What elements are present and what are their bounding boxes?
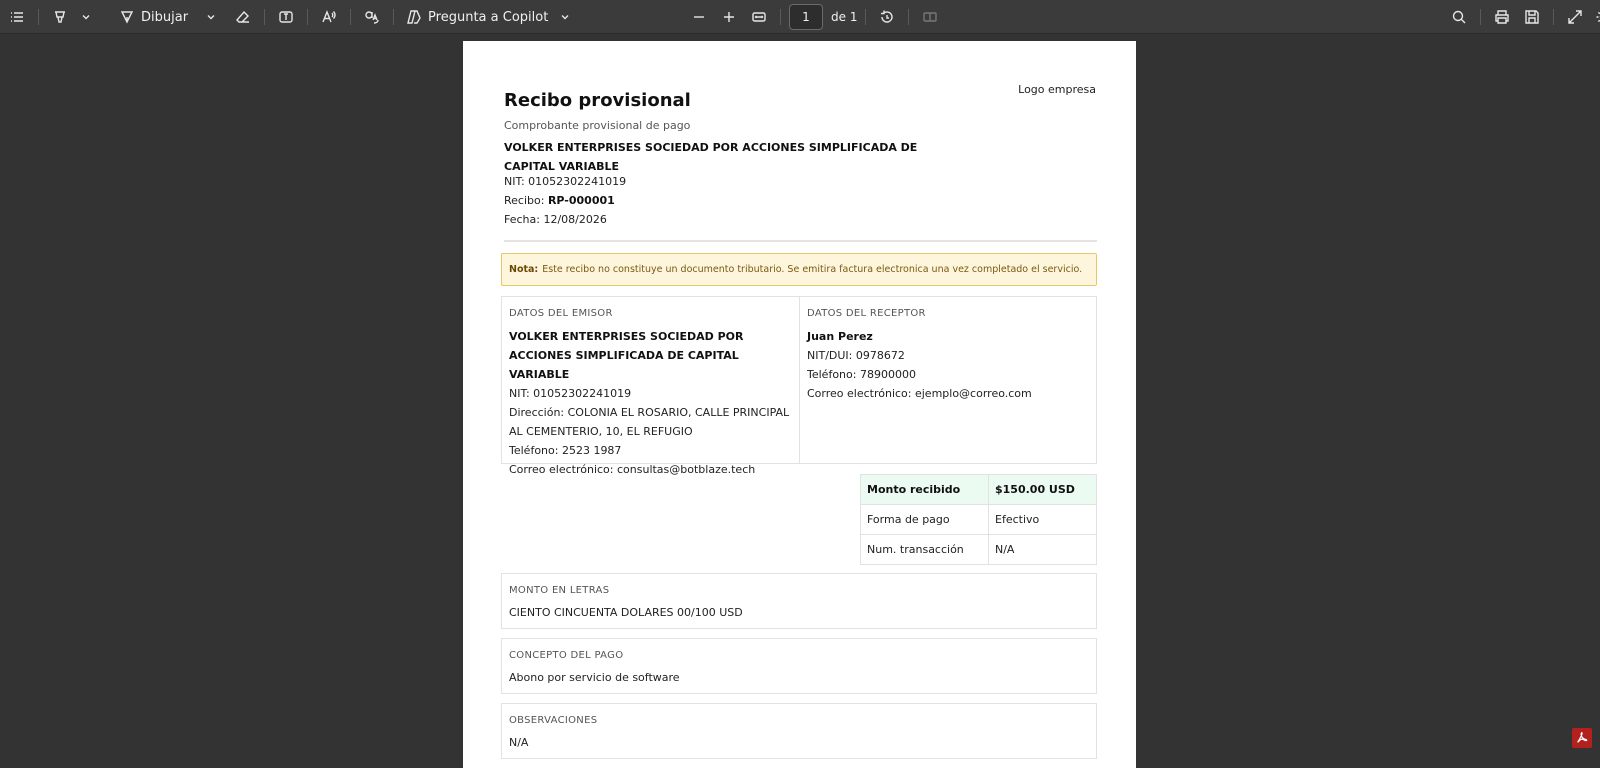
observations-box [501, 703, 1097, 759]
amount-words-box [501, 573, 1097, 629]
chevron-down-icon[interactable] [73, 4, 99, 30]
text-box-icon[interactable] [273, 4, 299, 30]
issuer-heading: DATOS DEL EMISOR [509, 308, 613, 319]
toolbar-right-group [1446, 0, 1600, 34]
copilot-button[interactable] [402, 4, 552, 30]
receiver-name: Juan Perez [807, 330, 873, 343]
parties-section [501, 296, 1097, 476]
toolbar-separator [38, 9, 39, 25]
toolbar-separator [307, 9, 308, 25]
issuer-address: Dirección: COLONIA EL ROSARIO, CALLE PRINCIPAL AL CEMENTERIO, 10, EL REFUGIO [509, 406, 790, 438]
document-subtitle: Comprobante provisional de pago [504, 119, 691, 132]
chevron-down-icon[interactable] [198, 4, 224, 30]
receiver-details [799, 297, 1096, 463]
amount-words-heading: MONTO EN LETRAS [509, 585, 610, 596]
list-icon[interactable] [4, 4, 30, 30]
document-title: Recibo provisional [504, 90, 691, 111]
observations-heading: OBSERVACIONES [509, 715, 598, 726]
toolbar-center-group [686, 0, 943, 34]
receipt-date: Fecha: 12/08/2026 [504, 213, 607, 226]
table-row [861, 505, 1097, 535]
receiver-email: Correo electrónico: ejemplo@correo.com [807, 387, 1032, 400]
page-view-icon[interactable] [917, 4, 943, 30]
receiver-heading: DATOS DEL RECEPTOR [807, 308, 926, 319]
chevron-down-icon[interactable] [552, 4, 578, 30]
pen-icon [119, 9, 135, 25]
toolbar-separator [1480, 9, 1481, 25]
issuer-phone: Teléfono: 2523 1987 [509, 444, 622, 457]
eraser-icon[interactable] [230, 4, 256, 30]
toolbar-separator [780, 9, 781, 25]
issuer-email: Correo electrónico: consultas@botblaze.tech [509, 463, 756, 476]
note-label: Nota: [509, 264, 539, 275]
search-icon[interactable] [1446, 4, 1472, 30]
company-nit: NIT: 01052302241019 [504, 175, 627, 188]
document-page [463, 41, 1136, 768]
acrobat-icon[interactable] [1572, 728, 1592, 748]
plus-icon[interactable] [716, 4, 742, 30]
amount-words-value: CIENTO CINCUENTA DOLARES 00/100 USD [509, 606, 743, 619]
save-icon[interactable] [1519, 4, 1545, 30]
copilot-label: Pregunta a Copilot [428, 9, 549, 25]
concept-heading: CONCEPTO DEL PAGO [509, 650, 624, 661]
fit-width-icon[interactable] [746, 4, 772, 30]
page-number-input[interactable] [789, 4, 823, 30]
issuer-name: VOLKER ENTERPRISES SOCIEDAD POR ACCIONES SIMPLIFICADA DE CAPITAL VARIABLE [509, 330, 744, 381]
note-banner [501, 253, 1097, 286]
toolbar-separator [350, 9, 351, 25]
toolbar-separator [1553, 9, 1554, 25]
draw-button[interactable] [115, 4, 192, 30]
concept-box [501, 638, 1097, 694]
amount-value: $150.00 USD [989, 475, 1097, 505]
company-logo-placeholder: Logo empresa [1018, 83, 1096, 96]
translate-icon[interactable] [359, 4, 385, 30]
amount-label: Monto recibido [861, 475, 989, 505]
toolbar-left-group [4, 0, 578, 34]
highlighter-icon[interactable] [47, 4, 73, 30]
rotate-icon[interactable] [874, 4, 900, 30]
page-count: de 1 [831, 10, 858, 24]
transaction-value: N/A [989, 535, 1097, 565]
issuer-nit: NIT: 01052302241019 [509, 387, 632, 400]
toolbar-separator [865, 9, 866, 25]
transaction-label: Num. transacción [861, 535, 989, 565]
note-text: Este recibo no constituye un documento tributario. Se emitira factura electronica una vez completado el servicio. [542, 264, 1083, 275]
payment-summary-table [860, 474, 1097, 565]
toolbar-separator [264, 9, 265, 25]
payment-method-label: Forma de pago [861, 505, 989, 535]
receiver-phone: Teléfono: 78900000 [807, 368, 916, 381]
gear-icon[interactable] [1590, 4, 1600, 30]
receipt-number: RP-000001 [547, 194, 615, 207]
observations-value: N/A [509, 736, 529, 749]
read-aloud-icon[interactable] [316, 4, 342, 30]
receipt-label: Recibo: [504, 194, 545, 207]
pdf-toolbar [0, 0, 1600, 34]
company-name: VOLKER ENTERPRISES SOCIEDAD POR ACCIONES SIMPLIFICADA DE CAPITAL VARIABLE [504, 141, 918, 173]
copilot-icon [406, 9, 422, 25]
issuer-details [502, 297, 799, 476]
print-icon[interactable] [1489, 4, 1515, 30]
table-row [861, 475, 1097, 505]
toolbar-separator [393, 9, 394, 25]
concept-value: Abono por servicio de software [509, 671, 680, 684]
expand-icon[interactable] [1562, 4, 1588, 30]
header-divider [504, 240, 1097, 242]
receiver-nit: NIT/DUI: 0978672 [807, 349, 905, 362]
toolbar-separator [908, 9, 909, 25]
payment-method-value: Efectivo [989, 505, 1097, 535]
table-row [861, 535, 1097, 565]
draw-label: Dibujar [141, 9, 189, 25]
receipt-number-line [504, 194, 615, 207]
minus-icon[interactable] [686, 4, 712, 30]
